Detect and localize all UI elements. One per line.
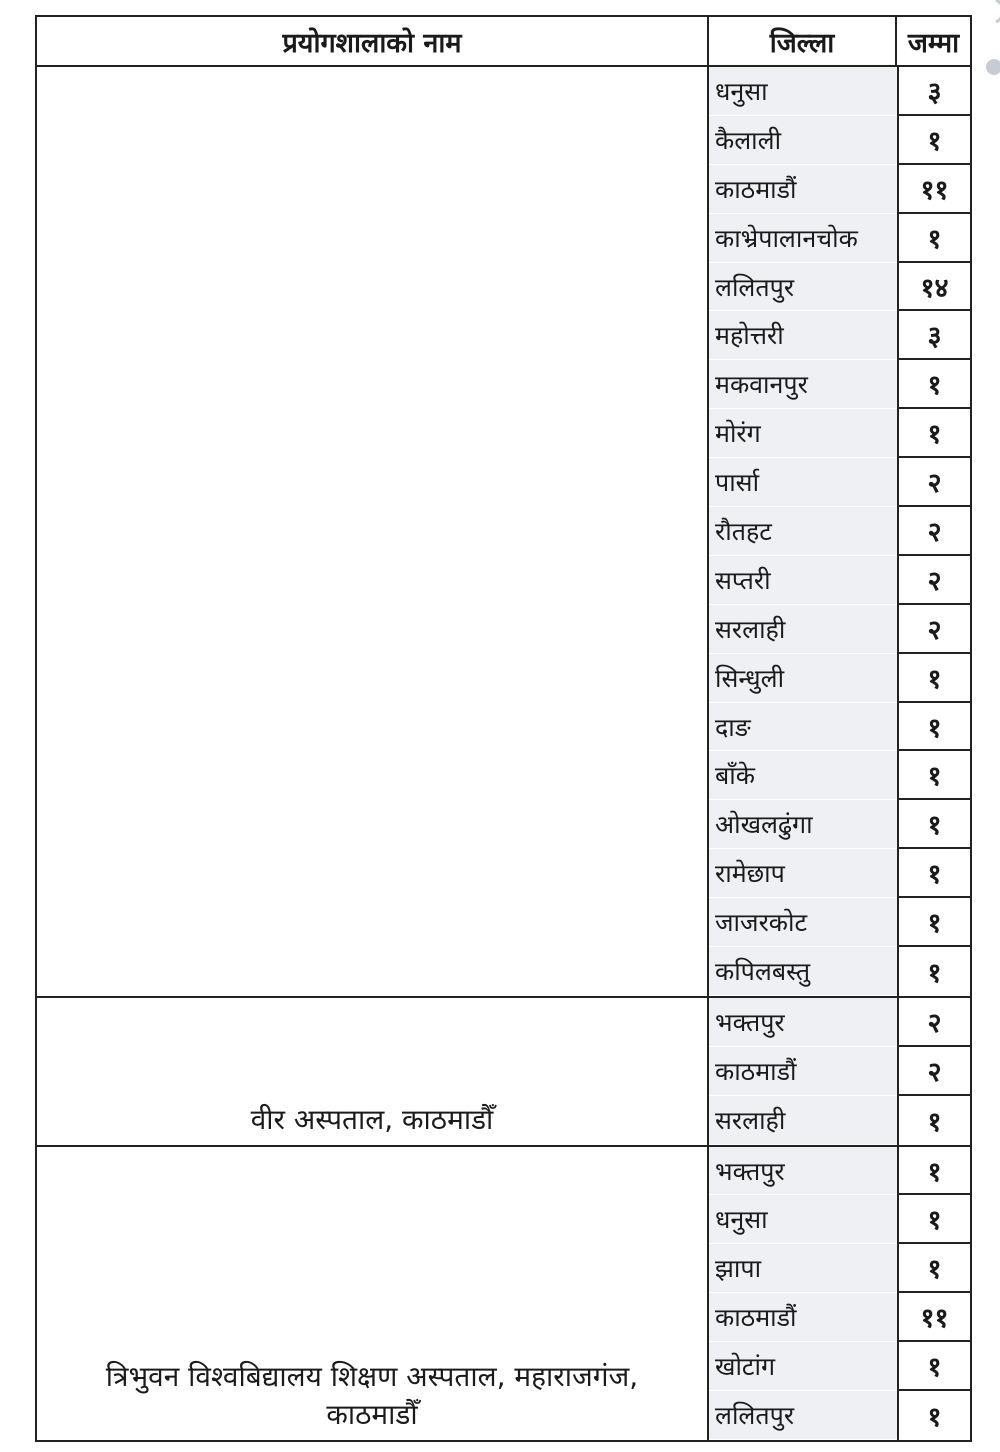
table-row (709, 165, 970, 214)
table-row (709, 1047, 970, 1096)
total-cell: १ (897, 116, 970, 165)
district-cell: ओखलढुंगा (709, 800, 897, 849)
table-header (37, 17, 970, 67)
district-rows (709, 1147, 970, 1440)
table-row (709, 654, 970, 703)
total-cell: १ (897, 1096, 970, 1145)
district-cell: ललितपुर (709, 263, 897, 312)
total-cell: १ (897, 214, 970, 263)
district-cell: काठमाडौं (709, 165, 897, 214)
table-row (709, 1147, 970, 1196)
district-rows (709, 67, 970, 996)
table-row (709, 605, 970, 654)
district-cell: धनुसा (709, 67, 897, 116)
total-cell: २ (897, 507, 970, 556)
lab-group (37, 67, 970, 998)
district-cell: महोत्तरी (709, 311, 897, 360)
district-cell: कपिलबस्तु (709, 947, 897, 996)
table-row (709, 116, 970, 165)
table-row (709, 898, 970, 947)
lab-group (37, 998, 970, 1147)
edge-decoration (986, 0, 1000, 80)
district-cell: बाँके (709, 751, 897, 800)
district-cell: मकवानपुर (709, 360, 897, 409)
district-cell: सरलाही (709, 605, 897, 654)
total-cell: २ (897, 458, 970, 507)
total-cell: १ (897, 703, 970, 752)
table-row (709, 409, 970, 458)
total-cell: १ (897, 1195, 970, 1244)
lab-name-cell: वीर अस्पताल, काठमाडौँ (37, 998, 709, 1145)
header-lab-name: प्रयोगशालाको नाम (37, 17, 709, 65)
table-row (709, 556, 970, 605)
total-cell: १ (897, 409, 970, 458)
total-cell: १ (897, 1391, 970, 1440)
table-row (709, 751, 970, 800)
district-cell: ललितपुर (709, 1391, 897, 1440)
total-cell: १ (897, 751, 970, 800)
table-row (709, 1342, 970, 1391)
district-cell: काभ्रेपालानचोक (709, 214, 897, 263)
table-row (709, 1244, 970, 1293)
total-cell: १४ (897, 263, 970, 312)
table-body (37, 67, 970, 1440)
table-row (709, 703, 970, 752)
district-cell: सिन्धुली (709, 654, 897, 703)
total-cell: १ (897, 654, 970, 703)
table-row (709, 947, 970, 996)
table-row (709, 1195, 970, 1244)
table-row (709, 1096, 970, 1145)
table-row (709, 1391, 970, 1440)
table-row (709, 507, 970, 556)
district-cell: सरलाही (709, 1096, 897, 1145)
table-row (709, 849, 970, 898)
district-rows (709, 998, 970, 1145)
district-cell: रामेछाप (709, 849, 897, 898)
total-cell: ११ (897, 165, 970, 214)
total-cell: २ (897, 556, 970, 605)
lab-district-table (35, 15, 972, 1442)
total-cell: ३ (897, 311, 970, 360)
district-cell: सप्तरी (709, 556, 897, 605)
lab-name-cell: त्रिभुवन विश्वबिद्यालय शिक्षण अस्पताल, महाराजगंज, काठमाडौँ (37, 1147, 709, 1440)
lab-group (37, 1147, 970, 1440)
district-cell: दाङ (709, 703, 897, 752)
table-row (709, 1293, 970, 1342)
lab-name-cell (37, 67, 709, 996)
total-cell: १ (897, 1342, 970, 1391)
district-cell: काठमाडौं (709, 1047, 897, 1096)
header-total: जम्मा (907, 27, 960, 59)
table-row (709, 263, 970, 312)
total-cell: १ (897, 800, 970, 849)
district-cell: खोटांग (709, 1342, 897, 1391)
total-cell: २ (897, 605, 970, 654)
total-cell: २ (897, 998, 970, 1047)
total-cell: १ (897, 849, 970, 898)
district-cell: कैलाली (709, 116, 897, 165)
total-cell: १ (897, 1244, 970, 1293)
total-cell: ३ (897, 67, 970, 116)
table-row (709, 214, 970, 263)
total-cell: २ (897, 1047, 970, 1096)
table-row (709, 311, 970, 360)
total-cell: १ (897, 1147, 970, 1196)
district-cell: मोरंग (709, 409, 897, 458)
table-row (709, 800, 970, 849)
table-row (709, 67, 970, 116)
district-cell: जाजरकोट (709, 898, 897, 947)
table-row (709, 360, 970, 409)
district-cell: रौतहट (709, 507, 897, 556)
table-row (709, 998, 970, 1047)
district-cell: भक्तपुर (709, 998, 897, 1047)
total-cell: १ (897, 360, 970, 409)
total-cell: १ (897, 947, 970, 996)
total-cell: १ (897, 898, 970, 947)
total-cell: ११ (897, 1293, 970, 1342)
district-cell: झापा (709, 1244, 897, 1293)
district-cell: भक्तपुर (709, 1147, 897, 1196)
table-row (709, 458, 970, 507)
header-district: जिल्ला (709, 17, 897, 65)
district-cell: धनुसा (709, 1195, 897, 1244)
district-cell: काठमाडौं (709, 1293, 897, 1342)
district-cell: पार्सा (709, 458, 897, 507)
